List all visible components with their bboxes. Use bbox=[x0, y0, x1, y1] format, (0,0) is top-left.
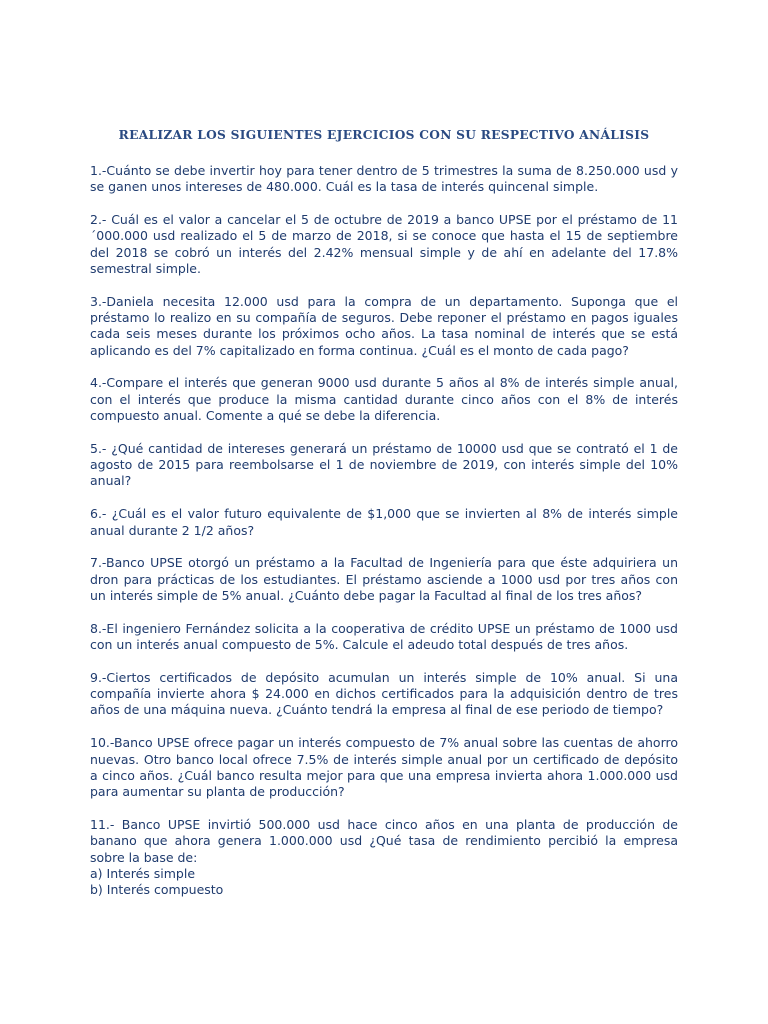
exercise-1: 1.-Cuánto se debe invertir hoy para tener dentro de 5 trimestres la suma de 8.250.000 usd y se ganen unos intereses de 480.000. Cuál es la tasa de interés quincenal simple. bbox=[90, 163, 678, 195]
option-a: a) Interés simple bbox=[90, 865, 196, 881]
exercise-3: 3.-Daniela necesita 12.000 usd para la compra de un departamento. Suponga que el préstamo lo realizo en su compañía de seguros. Debe reponer el préstamo en pagos iguales cada seis meses durante los próximos ocho años. La tasa nominal de interés que se está aplicando es del 7% capitalizado en forma continua. ¿Cuál es el monto de cada pago? bbox=[90, 293, 678, 358]
exercise-4: 4.-Compare el interés que generan 9000 usd durante 5 años al 8% de interés simple anual, con el interés que produce la misma cantidad durante cinco años con el 8% de interés compuesto anual. Comente a qué se debe la diferencia. bbox=[90, 375, 678, 424]
exercise-7: 7.-Banco UPSE otorgó un préstamo a la Facultad de Ingeniería para que éste adquiriera un dron para prácticas de los estudiantes. El préstamo asciende a 1000 usd por tres años con un interés simple de 5% anual. ¿Cuánto debe pagar la Facultad al final de los tres años? bbox=[90, 555, 678, 603]
exercise-8: 8.-El ingeniero Fernández solicita a la cooperativa de crédito UPSE un préstamo de 1000 usd con un interés anual compuesto de 5%. Calcule el adeudo total después de tres años. bbox=[90, 620, 678, 653]
exercise-10: 10.-Banco UPSE ofrece pagar un interés compuesto de 7% anual sobre las cuentas de ahorro nuevas. Otro banco local ofrece 7.5% de interés simple anual por un certificado de depósito a cinco años. ¿Cuál banco resulta mejor para que una empresa invierta ahora 1.000.000 usd para aumentar su planta de producción? bbox=[90, 735, 678, 800]
option-b: b) Interés compuesto bbox=[90, 882, 224, 898]
document-title: REALIZAR LOS SIGUIENTES EJERCICIOS CON SU RESPECTIVO ANÁLISIS bbox=[118, 128, 650, 142]
exercise-11-block bbox=[90, 817, 678, 898]
exercise-6: 6.- ¿Cuál es el valor futuro equivalente de $1,000 que se invierten al 8% de interés simple anual durante 2 1/2 años? bbox=[90, 506, 678, 538]
exercise-9: 9.-Ciertos certificados de depósito acumulan un interés simple de 10% anual. Si una compañía invierte ahora $ 24.000 en dichos certificados para la adquisición dentro de tres años de una máquina nueva. ¿Cuánto tendrá la empresa al final de ese periodo de tiempo? bbox=[90, 669, 678, 718]
exercise-list bbox=[90, 163, 678, 898]
exercise-2: 2.- Cuál es el valor a cancelar el 5 de octubre de 2019 a banco UPSE por el préstamo de 11´000.000 usd realizado el 5 de marzo de 2018, si se conoce que hasta el 15 de septiembre del 2018 se cobró un interés del 2.42% mensual simple y de ahí en adelante del 17.8% semestral simple. bbox=[90, 212, 678, 276]
exercise-11: 11.- Banco UPSE invirtió 500.000 usd hace cinco años en una planta de producción de banano que ahora genera 1.000.000 usd ¿Qué tasa de rendimiento percibió la empresa sobre la base de: bbox=[90, 816, 678, 865]
exercise-5: 5.- ¿Qué cantidad de intereses generará un préstamo de 10000 usd que se contrató el 1 de agosto de 2015 para reembolsarse el 1 de noviembre de 2019, con interés simple del 10% anual? bbox=[90, 440, 678, 489]
